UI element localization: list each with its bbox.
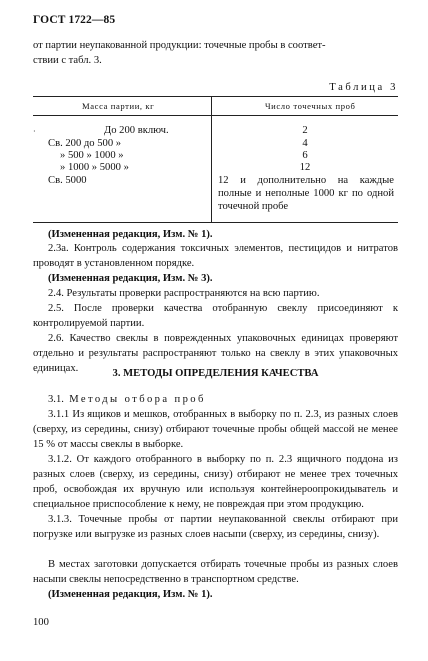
table-row-3-mass: » 500 » 1000 »: [60, 150, 124, 161]
table-row-3-samples: 6: [302, 150, 308, 161]
page-number: 100: [33, 617, 49, 628]
paragraph-2-5: 2.5. После проверки качества отобранную свеклу присоединяют к контролируемой партии.: [33, 303, 398, 329]
subsection-title: Методы отбора проб: [69, 394, 206, 405]
table-row-5-mass: Св. 5000: [48, 175, 87, 186]
table-row-4-mass: » 1000 » 5000 »: [60, 162, 129, 173]
table-row-1-samples: 2: [302, 125, 308, 136]
table-bottom-rule: [33, 222, 398, 223]
amendment-note-3: (Измененная редакция, Изм. № 3).: [48, 273, 213, 284]
page-header-standard: ГОСТ 1722—85: [33, 14, 116, 26]
amendment-note-1b: (Измененная редакция, Изм. № 1).: [48, 589, 213, 600]
table-row-5-samples: 12 и дополнительно на каждые полные и неполные 1000 кг по одной точечной пробе: [218, 175, 394, 212]
paragraph-2-3a: 2.3а. Контроль содержания токсичных элементов, пестицидов и нитратов проводят в установленном порядке.: [33, 243, 398, 269]
table-margin-mark: ·: [33, 127, 36, 136]
table-top-rule: [33, 96, 398, 97]
paragraph-3-1-2: 3.1.2. От каждого отобранного в выборку по п. 2.3 ящичного поддона из разных слоев (сверху, из середины, снизу) отбирают не менее трех точечных проб, освобождая их вручную или используя контейнероопрокидыватель и специальное приспособление к нему, не повреждая при этом продукцию.: [33, 454, 398, 510]
intro-line-2: ствии с табл. 3.: [33, 55, 102, 66]
table-row-1-mass: До 200 включ.: [104, 125, 169, 136]
paragraph-3-1-1: 3.1.1 Из ящиков и мешков, отобранных в выборку по п. 2.3, из разных слоев (сверху, из середины, снизу) отбирают точечные пробы общей массой не менее 15 % от массы свеклы в выборке.: [33, 409, 398, 450]
amendment-note-1: (Измененная редакция, Изм. № 1).: [48, 229, 213, 240]
table-header-rule: [33, 115, 398, 116]
table-header-mass: Масса партии, кг: [82, 101, 155, 111]
table-caption: Таблица 3: [329, 82, 398, 93]
table-row-4-samples: 12: [299, 162, 311, 173]
table-row-2-mass: Св. 200 до 500 »: [48, 138, 122, 149]
subsection-heading-3-1: [33, 392, 398, 407]
paragraph-collection-places: В местах заготовки допускается отбирать точечные пробы из разных слоев насыпи свеклы непосредственно в транспортном средстве.: [33, 559, 398, 585]
intro-line-1: от партии неупакованной продукции: точечные пробы в соответ-: [33, 40, 326, 51]
paragraph-2-6: 2.6. Качество свеклы в поврежденных упаковочных единицах проверяют отдельно и результаты распространяют только на свеклу в этих упаковочных единицах.: [33, 333, 398, 374]
paragraph-3-1-3: 3.1.3. Точечные пробы от партии неупакованной свеклы отбирают при погрузке или выгрузке из разных слоев насыпи (сверху, из середины, снизу).: [33, 514, 398, 540]
subsection-number: 3.1.: [48, 394, 64, 405]
section-heading-3: 3. МЕТОДЫ ОПРЕДЕЛЕНИЯ КАЧЕСТВА: [112, 368, 319, 379]
paragraph-2-4: 2.4. Результаты проверки распространяются на всю партию.: [48, 288, 320, 299]
table-row-2-samples: 4: [302, 138, 308, 149]
table-header-samples: Число точечных проб: [265, 101, 356, 111]
